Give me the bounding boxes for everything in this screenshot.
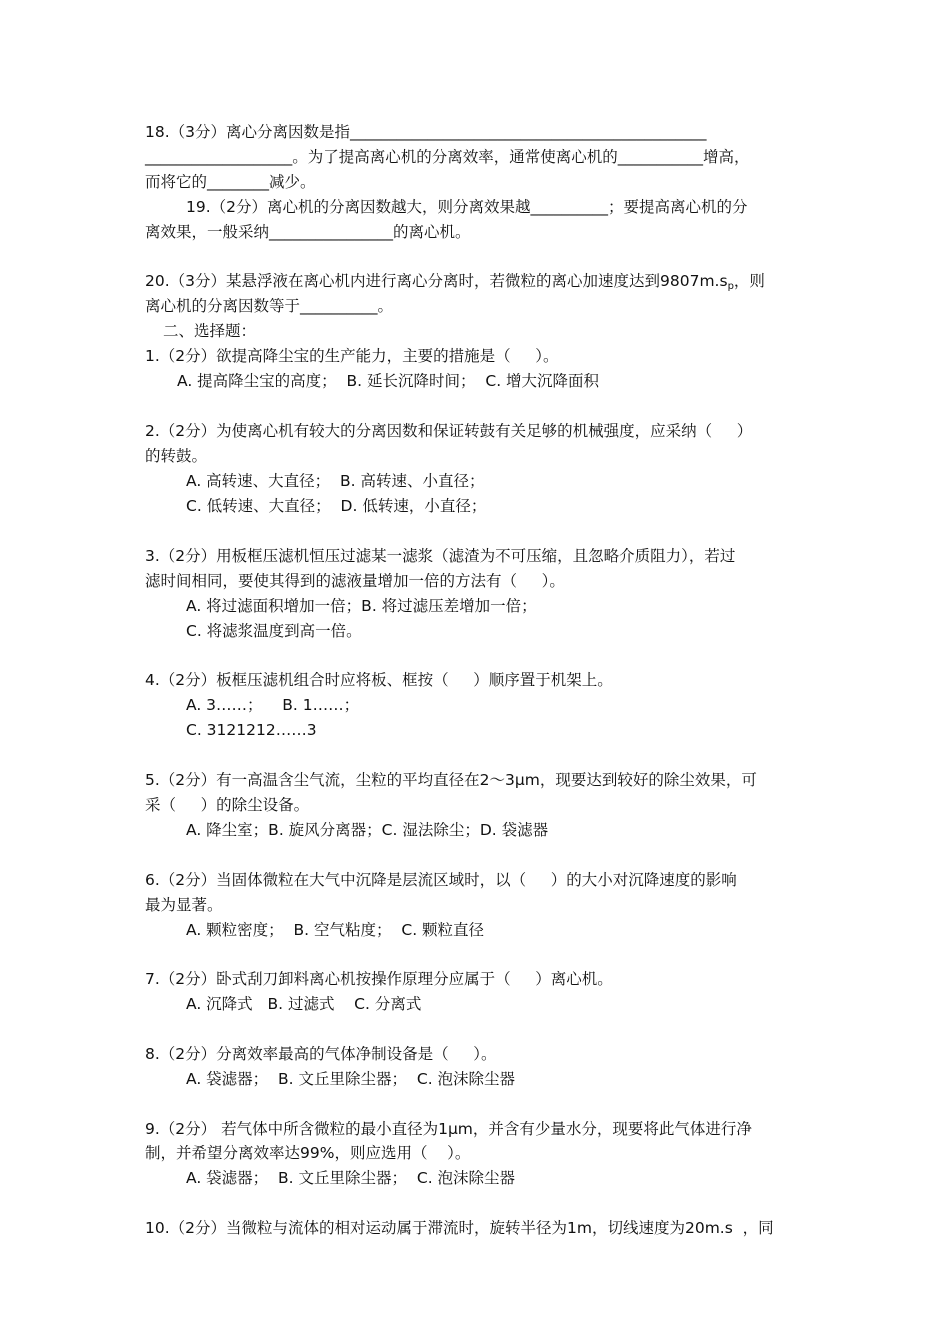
q18-line2: ___________________。为了提高离心机的分离效率，通常使离心机的___________增高， bbox=[145, 148, 750, 166]
q20-line1-text: 20.（3分）某悬浮液在离心机内进行离心分离时，若微粒的离心加速度达到9807m.s bbox=[145, 272, 728, 290]
cq1-stem: 1.（2分）欲提高降尘宝的生产能力，主要的措施是（ ）。 bbox=[145, 347, 559, 365]
cq6-options: A. 颗粒密度； B. 空气粘度； C. 颗粒直径 bbox=[186, 921, 485, 939]
cq6-stem-line1: 6.（2分）当固体微粒在大气中沉降是层流区域时，以（ ）的大小对沉降速度的影响 bbox=[145, 871, 737, 889]
cq10-stem-line1: 10.（2分）当微粒与流体的相对运动属于滞流时，旋转半径为1m，切线速度为20m.s ，同 bbox=[145, 1219, 774, 1237]
cq9-stem-line1: 9.（2分） 若气体中所含微粒的最小直径为1μm，并含有少量水分，现要将此气体进行净 bbox=[145, 1120, 752, 1138]
cq3-options-row2: C. 将滤浆温度到高一倍。 bbox=[186, 622, 362, 640]
cq2-options-row1: A. 高转速、大直径； B. 高转速、小直径； bbox=[186, 472, 485, 490]
cq5-stem-line1: 5.（2分）有一高温含尘气流，尘粒的平均直径在2～3μm，现要达到较好的除尘效果，可 bbox=[145, 771, 757, 789]
cq4-options-row2: C. 3121212……3 bbox=[186, 721, 317, 739]
cq9-options: A. 袋滤器； B. 文丘里除尘器； C. 泡沫除尘器 bbox=[186, 1169, 516, 1187]
cq7-stem: 7.（2分）卧式刮刀卸料离心机按操作原理分应属于（ ）离心机。 bbox=[145, 970, 613, 988]
cq8-stem: 8.（2分）分离效率最高的气体净制设备是（ ）。 bbox=[145, 1045, 497, 1063]
section2-heading: 二、选择题： bbox=[163, 322, 257, 340]
cq7-options: A. 沉降式 B. 过滤式 C. 分离式 bbox=[186, 995, 422, 1013]
cq4-options-row1: A. 3……； B. 1……； bbox=[186, 696, 360, 714]
cq3-stem-line2: 滤时间相同，要使其得到的滤液量增加一倍的方法有（ ）。 bbox=[145, 572, 565, 590]
q19-line1: 19.（2分）离心机的分离因数越大，则分离效果越__________；要提高离心机的分 bbox=[186, 198, 748, 216]
cq3-stem-line1: 3.（2分）用板框压滤机恒压过滤某一滤浆（滤渣为不可压缩，且忽略介质阻力），若过 bbox=[145, 547, 736, 565]
q20-line1-tail: ，则 bbox=[733, 272, 765, 290]
cq2-options-row2: C. 低转速、大直径； D. 低转速，小直径； bbox=[186, 497, 487, 515]
q20-subscript: p bbox=[727, 281, 734, 292]
cq1-options: A. 提高降尘宝的高度； B. 延长沉降时间； C. 增大沉降面积 bbox=[177, 372, 600, 390]
q20-line2: 离心机的分离因数等于__________。 bbox=[145, 297, 394, 315]
cq5-stem-line2: 采（ ）的除尘设备。 bbox=[145, 796, 310, 814]
cq3-options-row1: A. 将过滤面积增加一倍；B. 将过滤压差增加一倍； bbox=[186, 597, 537, 615]
cq2-stem-line1: 2.（2分）为使离心机有较大的分离因数和保证转鼓有关足够的机械强度，应采纳（ ） bbox=[145, 422, 753, 440]
cq4-stem: 4.（2分）板框压滤机组合时应将板、框按（ ）顺序置于机架上。 bbox=[145, 671, 613, 689]
cq6-stem-line2: 最为显著。 bbox=[145, 896, 223, 914]
q18-line1: 18.（3分）离心分离因数是指______________________________________________ bbox=[145, 123, 707, 141]
cq9-stem-line2: 制，并希望分离效率达99%，则应选用（ ）。 bbox=[145, 1144, 471, 1162]
q18-line3: 而将它的________减少。 bbox=[145, 173, 316, 191]
q19-line2: 离效果，一般采纳________________的离心机。 bbox=[145, 223, 471, 241]
cq2-stem-line2: 的转鼓。 bbox=[145, 447, 208, 465]
cq8-options: A. 袋滤器； B. 文丘里除尘器； C. 泡沫除尘器 bbox=[186, 1070, 516, 1088]
cq5-options: A. 降尘室；B. 旋风分离器；C. 湿法除尘；D. 袋滤器 bbox=[186, 821, 549, 839]
